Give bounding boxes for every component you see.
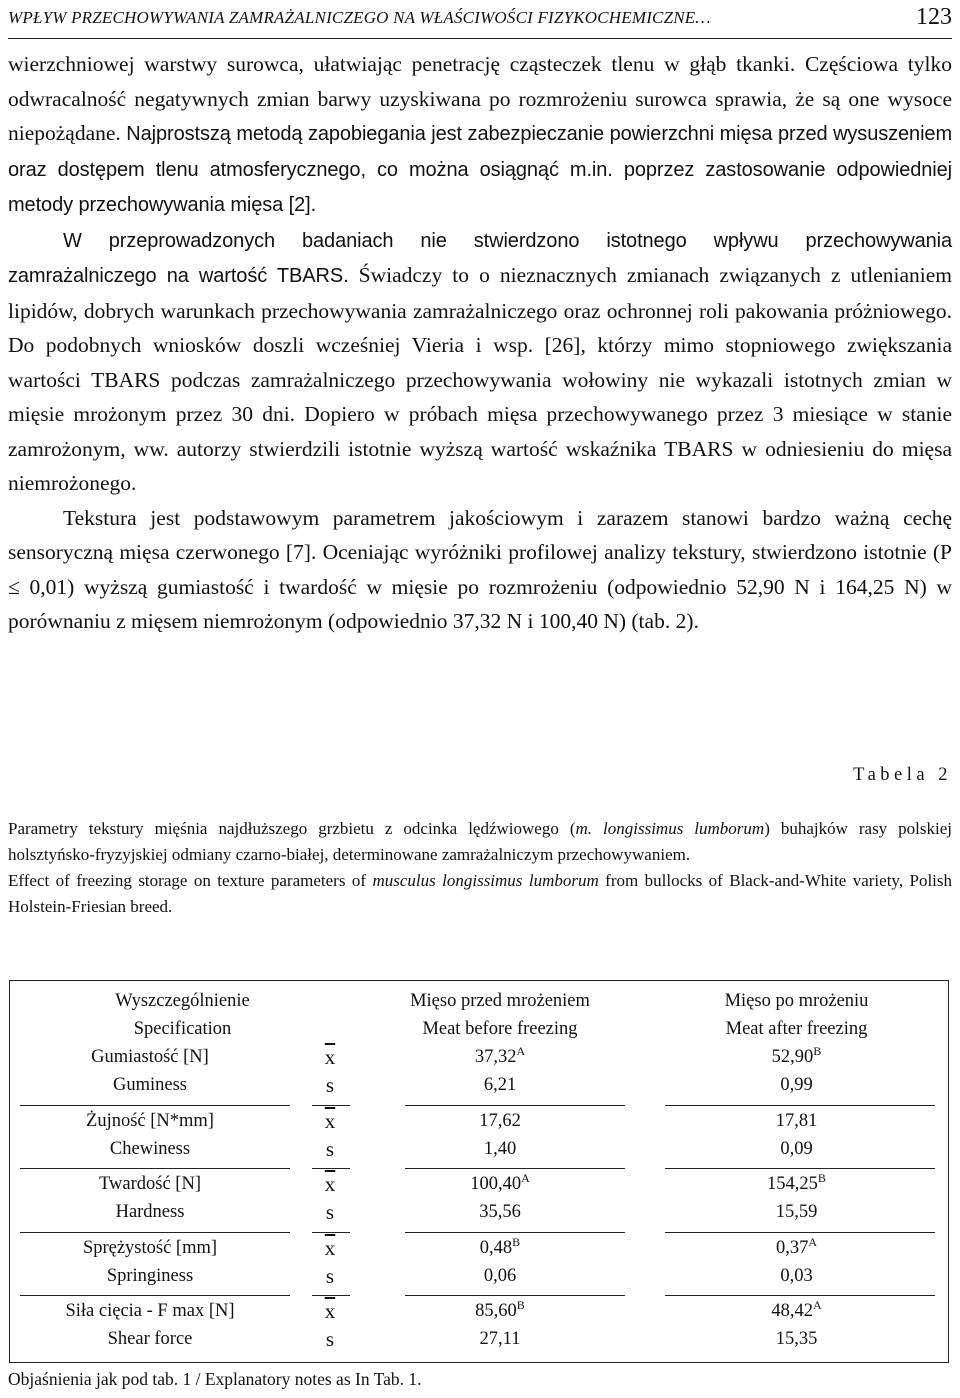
mean-symbol: $\overline{x}$ bbox=[324, 1235, 336, 1260]
row-separator bbox=[20, 1168, 290, 1169]
before-mean bbox=[355, 1297, 645, 1325]
body-text bbox=[8, 47, 952, 639]
parameter-cell bbox=[10, 1297, 290, 1353]
caption-polish bbox=[8, 816, 952, 868]
paragraph-3-text: Tekstura jest podstawowym parametrem jakościowym i zarazem stanowi bardzo ważną cechę sensoryczną mięsa czerwonego [7]. Oceniając wyróżniki profilowej analizy tekstury, stwierdzono istotnie (P ≤ 0,01) wyższą gumiastość i twardość w mięsie po rozmrożeniu (odpowiednio 52,90 N i 164,25 N) w porównaniu z mięsem niemrożonym (odpowiednio 37,32 N i 100,40 N) (tab. 2). bbox=[8, 505, 952, 633]
parameter-name-pl: Żujność [N*mm] bbox=[86, 1110, 214, 1131]
header-specification bbox=[10, 987, 355, 1043]
caption-polish-post: ) buhajków rasy polskiej holsztyńsko-fryzyjskiej odmiany czarno-białej, determinowane zamrażalniczym przechowywaniem. bbox=[8, 819, 953, 864]
before-mean-value: 17,62 bbox=[479, 1110, 521, 1131]
header-after bbox=[645, 987, 948, 1043]
parameter-name-en: Chewiness bbox=[109, 1138, 191, 1159]
after-mean bbox=[645, 1170, 948, 1198]
before-freezing-cell bbox=[355, 1170, 645, 1226]
header-spec-en: Specification bbox=[133, 1019, 232, 1039]
caption-english-italic: musculus longissimus lumborum bbox=[372, 871, 599, 890]
caption-polish-pre: Parametry tekstury mięśnia najdłuższego grzbietu z odcinka lędźwiowego ( bbox=[8, 819, 576, 838]
sd-symbol: s bbox=[325, 1073, 335, 1097]
row-separator bbox=[665, 1168, 935, 1169]
before-significance: B bbox=[512, 1234, 521, 1249]
row-separator bbox=[405, 1295, 625, 1296]
parameter-cell bbox=[10, 1107, 290, 1163]
before-mean bbox=[355, 1043, 645, 1071]
after-mean-value: 48,42 bbox=[771, 1301, 813, 1321]
paragraph-2-part-b: Świadczy to o nieznacznych zmianach związanych z utlenianiem lipidów, dobrych warunkach przechowywania zamrażalniczego oraz ochronnej roli pakowania próżniowego. Do podobnych wniosków doszli wcześniej Vieria i wsp. [26], którzy mimo stopniowego zwiększania wartości TBARS podczas zamrażalniczego przechowywania wołowiny nie wykazali istotnych zmian w mięsie mrożonym przez 30 dni. Dopiero w próbach mięsa przechowywanego przez 3 miesiące w stanie zamrożonym, ww. autorzy stwierdzili istotnie wyższą wartość wskaźnika TBARS w odniesieniu do mięsa niemrożonego. bbox=[8, 263, 953, 495]
table-caption bbox=[8, 816, 952, 920]
after-sd: 0,09 bbox=[780, 1138, 813, 1159]
parameter-name-pl: Siła cięcia - F max [N] bbox=[65, 1301, 235, 1321]
after-freezing-cell bbox=[645, 1043, 948, 1099]
row-separator bbox=[312, 1105, 350, 1106]
header-before bbox=[355, 987, 645, 1043]
before-sd: 1,40 bbox=[483, 1138, 517, 1159]
before-sd: 6,21 bbox=[483, 1075, 517, 1095]
after-freezing-cell bbox=[645, 1234, 948, 1290]
after-mean-value: 0,37 bbox=[775, 1237, 809, 1258]
before-mean bbox=[355, 1234, 645, 1262]
header-before-en: Meat before freezing bbox=[422, 1019, 578, 1039]
row-separator bbox=[665, 1105, 935, 1106]
statistic-cell bbox=[305, 1107, 355, 1163]
paragraph-1 bbox=[8, 47, 952, 223]
parameter-cell bbox=[10, 1170, 290, 1226]
after-mean-value: 154,25 bbox=[767, 1174, 818, 1194]
after-mean bbox=[645, 1234, 948, 1262]
before-freezing-cell bbox=[355, 1107, 645, 1163]
before-significance: A bbox=[516, 1044, 526, 1058]
before-mean-value: 85,60 bbox=[475, 1301, 517, 1321]
header-spec-pl: Wyszczególnienie bbox=[115, 991, 250, 1011]
parameter-name-pl: Twardość [N] bbox=[99, 1174, 201, 1194]
caption-english-post: from bullocks of Black-and-White variety, Polish Holstein-Friesian breed. bbox=[8, 871, 953, 916]
after-mean bbox=[645, 1297, 948, 1325]
before-mean bbox=[355, 1170, 645, 1198]
row-separator bbox=[665, 1232, 935, 1233]
paragraph-3 bbox=[8, 501, 952, 639]
sd-symbol: s bbox=[325, 1136, 335, 1161]
after-mean bbox=[645, 1043, 948, 1071]
parameter-cell bbox=[10, 1043, 290, 1099]
running-header-title: WPŁYW PRZECHOWYWANIA ZAMRAŻALNICZEGO NA WŁAŚCIWOŚCI FIZYKOCHEMICZNE… bbox=[8, 8, 711, 27]
before-mean-value: 37,32 bbox=[474, 1047, 517, 1067]
parameter-name-en: Hardness bbox=[115, 1202, 185, 1222]
before-freezing-cell bbox=[355, 1234, 645, 1290]
parameter-name-en: Shear force bbox=[107, 1329, 193, 1349]
after-significance: A bbox=[808, 1234, 818, 1249]
after-sd: 0,03 bbox=[780, 1265, 813, 1286]
data-table bbox=[9, 980, 949, 1363]
statistic-cell bbox=[305, 1043, 355, 1099]
sd-symbol: s bbox=[325, 1327, 335, 1351]
before-sd: 35,56 bbox=[479, 1202, 521, 1222]
before-significance: B bbox=[516, 1298, 525, 1312]
after-mean bbox=[645, 1107, 948, 1135]
before-significance: A bbox=[521, 1171, 530, 1185]
after-freezing-cell bbox=[645, 1107, 948, 1163]
after-freezing-cell bbox=[645, 1297, 948, 1353]
row-separator bbox=[20, 1105, 290, 1106]
parameter-name-pl: Sprężystość [mm] bbox=[82, 1237, 218, 1258]
parameter-cell bbox=[10, 1234, 290, 1290]
paragraph-1-part-b: Najprostszą metodą zapobiegania jest zabezpieczanie powierzchni mięsa przed wysuszeniem oraz dostępem tlenu atmosferycznego, co można osiągnąć m.in. poprzez zastosowanie odpowiedniej metody przechowywania mięsa [2]. bbox=[8, 123, 953, 216]
after-significance: A bbox=[812, 1298, 822, 1312]
paragraph-2 bbox=[8, 223, 952, 501]
row-separator bbox=[312, 1168, 350, 1169]
statistic-cell bbox=[305, 1234, 355, 1290]
parameter-name-pl: Gumiastość [N] bbox=[91, 1047, 209, 1067]
running-header bbox=[8, 4, 952, 39]
after-sd: 0,99 bbox=[780, 1075, 813, 1095]
mean-symbol: $\overline{x}$ bbox=[324, 1108, 336, 1133]
statistic-cell bbox=[305, 1297, 355, 1353]
row-separator bbox=[312, 1232, 350, 1233]
table-footnote: Objaśnienia jak pod tab. 1 / Explanatory notes as In Tab. 1. bbox=[8, 1369, 422, 1389]
paragraph-2-part-a: W przeprowadzonych badaniach nie stwierdzono istotnego wpływu przechowywania zamrażalniczego na wartość TBARS. bbox=[8, 229, 952, 287]
row-separator bbox=[20, 1295, 290, 1296]
statistic-cell bbox=[305, 1170, 355, 1226]
caption-polish-italic: m. longissimus lumborum bbox=[575, 819, 765, 838]
sd-symbol: s bbox=[325, 1200, 335, 1224]
after-freezing-cell bbox=[645, 1170, 948, 1226]
before-freezing-cell bbox=[355, 1297, 645, 1353]
parameter-name-en: Springiness bbox=[106, 1265, 194, 1286]
mean-symbol: $\overline{x}$ bbox=[324, 1299, 336, 1323]
before-mean-value: 0,48 bbox=[479, 1237, 513, 1258]
after-significance: B bbox=[817, 1171, 826, 1185]
row-separator bbox=[405, 1168, 625, 1169]
mean-symbol: $\overline{x}$ bbox=[324, 1045, 336, 1069]
before-mean-value: 100,40 bbox=[470, 1174, 522, 1194]
page-number: 123 bbox=[916, 4, 952, 30]
sd-symbol: s bbox=[325, 1263, 335, 1288]
table-label: Tabela 2 bbox=[853, 765, 952, 785]
header-before-pl: Mięso przed mrożeniem bbox=[410, 991, 590, 1011]
row-separator bbox=[665, 1295, 935, 1296]
before-sd: 0,06 bbox=[483, 1265, 517, 1286]
after-mean-value: 52,90 bbox=[771, 1047, 814, 1067]
caption-english-pre: Effect of freezing storage on texture parameters of bbox=[8, 871, 373, 890]
after-sd: 15,59 bbox=[775, 1202, 818, 1222]
row-separator bbox=[405, 1105, 625, 1106]
after-significance: B bbox=[813, 1044, 822, 1058]
parameter-name-en: Guminess bbox=[113, 1075, 187, 1095]
row-separator bbox=[312, 1295, 350, 1296]
after-mean-value: 17,81 bbox=[775, 1110, 818, 1131]
before-freezing-cell bbox=[355, 1043, 645, 1099]
caption-english bbox=[8, 868, 952, 920]
paragraph-1-part-a: wierzchniowej warstwy surowca, ułatwiając penetrację cząsteczek tlenu w głąb tkanki. Częściowa tylko odwracalność negatywnych zmian barwy uzyskiwana po rozmrożeniu surowca sprawia, że są one wysoce niepożądane. bbox=[8, 52, 952, 145]
header-after-en: Meat after freezing bbox=[725, 1019, 868, 1039]
row-separator bbox=[405, 1232, 625, 1233]
after-sd: 15,35 bbox=[775, 1329, 818, 1349]
mean-symbol: $\overline{x}$ bbox=[324, 1172, 336, 1196]
row-separator bbox=[20, 1232, 290, 1233]
before-mean bbox=[355, 1107, 645, 1135]
header-after-pl: Mięso po mrożeniu bbox=[724, 991, 869, 1011]
before-sd: 27,11 bbox=[479, 1329, 521, 1349]
